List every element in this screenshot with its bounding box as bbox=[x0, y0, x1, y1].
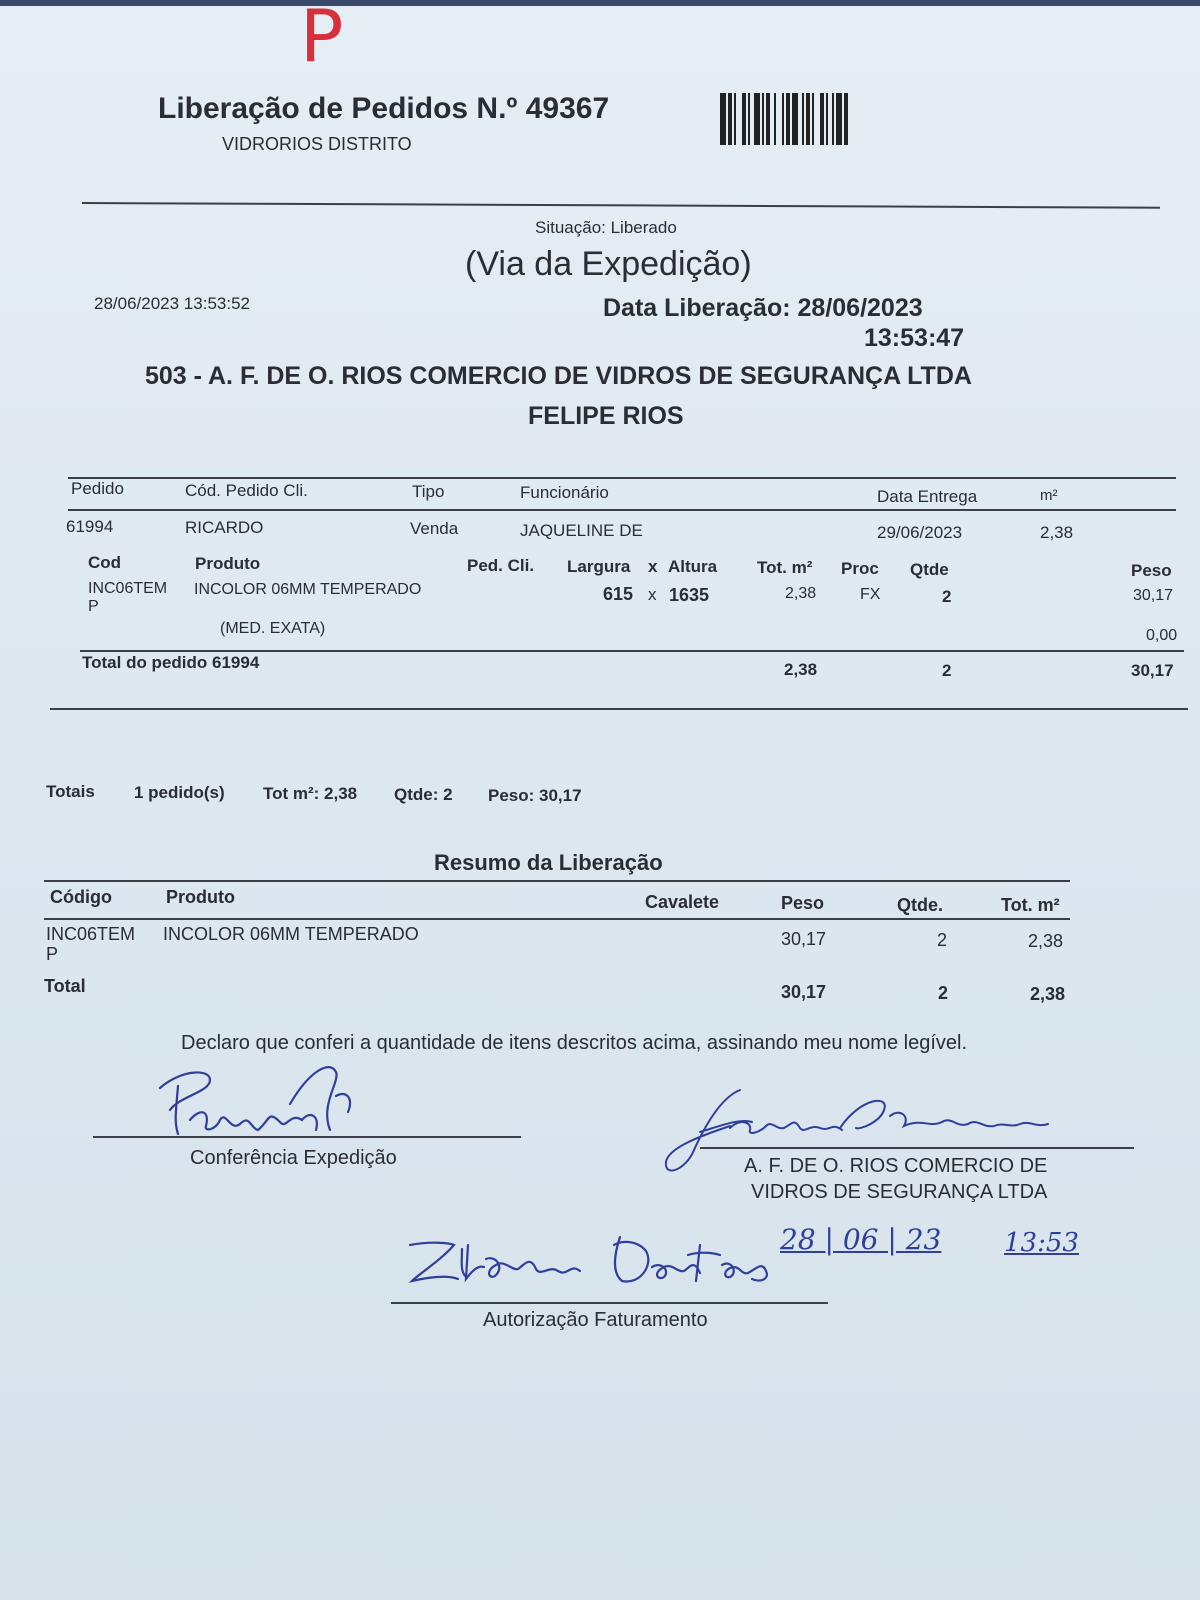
signature-conferencia bbox=[140, 1050, 380, 1140]
order-total-qtde: 2 bbox=[942, 661, 952, 680]
order-funcionario: JAQUELINE DE bbox=[520, 521, 643, 540]
item-col-cod: Cod bbox=[88, 553, 122, 572]
item-col-x: x bbox=[648, 557, 658, 576]
summary-tot-m2: 2,38 bbox=[1028, 931, 1064, 951]
item-col-produto: Produto bbox=[195, 554, 261, 573]
handwritten-date: 28 | 06 | 23 bbox=[780, 1223, 942, 1256]
summary-col-tot-m2: Tot. m² bbox=[1001, 895, 1060, 915]
order-header-rule bbox=[68, 509, 1176, 511]
totals-m2: Tot m²: 2,38 bbox=[263, 784, 358, 803]
item-col-qtde: Qtde bbox=[910, 560, 949, 579]
signature-line-left bbox=[93, 1136, 521, 1138]
item-qtde: 2 bbox=[942, 587, 952, 606]
release-time: 13:53:47 bbox=[864, 324, 965, 352]
summary-total-peso: 30,17 bbox=[781, 982, 827, 1002]
summary-total-qtde: 2 bbox=[938, 983, 949, 1003]
customer-name: 503 - A. F. DE O. RIOS COMERCIO DE VIDROS DE SEGURANÇA LTDA bbox=[145, 362, 972, 390]
item-largura: 615 bbox=[603, 584, 634, 604]
company-name: VIDRORIOS DISTRITO bbox=[222, 134, 412, 154]
summary-header-rule bbox=[44, 918, 1070, 920]
summary-col-cavalete: Cavalete bbox=[645, 892, 720, 912]
item-note-peso: 0,00 bbox=[1146, 627, 1178, 644]
col-cod-pedido-cli: Cód. Pedido Cli. bbox=[185, 481, 308, 500]
item-peso: 30,17 bbox=[1133, 587, 1174, 604]
release-date: Data Liberação: 28/06/2023 bbox=[603, 294, 923, 322]
order-data-entrega: 29/06/2023 bbox=[877, 523, 963, 542]
summary-codigo-line1: INC06TEM bbox=[46, 924, 136, 944]
signature-label-bottom: Autorização Faturamento bbox=[483, 1309, 708, 1331]
handwritten-time: 13:53 bbox=[1004, 1228, 1079, 1258]
item-x: x bbox=[648, 585, 657, 604]
contact-name: FELIPE RIOS bbox=[528, 402, 684, 430]
order-pedido: 61994 bbox=[66, 517, 114, 536]
summary-codigo-line2: P bbox=[46, 944, 59, 964]
signature-label-right-1: A. F. DE O. RIOS COMERCIO DE bbox=[744, 1155, 1048, 1177]
col-data-entrega: Data Entrega bbox=[877, 487, 978, 506]
header-divider bbox=[82, 202, 1160, 209]
item-produto: INCOLOR 06MM TEMPERADO bbox=[194, 581, 422, 598]
order-total-rule bbox=[80, 650, 1184, 652]
situation: Situação: Liberado bbox=[535, 218, 677, 237]
order-total-m2: 2,38 bbox=[784, 660, 818, 679]
via-label: (Via da Expedição) bbox=[465, 245, 752, 283]
signature-line-right bbox=[700, 1147, 1134, 1149]
totals-peso: Peso: 30,17 bbox=[488, 786, 582, 805]
declaration-text: Declaro que conferi a quantidade de itens descritos acima, assinando meu nome legível. bbox=[181, 1032, 968, 1054]
summary-col-produto: Produto bbox=[166, 887, 235, 907]
totals-qtde: Qtde: 2 bbox=[394, 785, 453, 804]
item-col-tot-m2: Tot. m² bbox=[757, 558, 813, 577]
document-title: Liberação de Pedidos N.º 49367 bbox=[158, 92, 610, 125]
red-mark: P bbox=[300, 0, 344, 78]
totals-label: Totais bbox=[46, 782, 95, 801]
item-col-proc: Proc bbox=[841, 559, 879, 578]
page-top-edge bbox=[0, 0, 1200, 6]
printed-at: 28/06/2023 13:53:52 bbox=[94, 294, 250, 313]
item-cod-line2: P bbox=[88, 598, 99, 615]
summary-title: Resumo da Liberação bbox=[434, 850, 663, 875]
order-bottom-rule bbox=[50, 708, 1188, 710]
order-cod-cli: RICARDO bbox=[185, 518, 264, 537]
col-tipo: Tipo bbox=[412, 482, 445, 501]
col-funcionario: Funcionário bbox=[520, 483, 609, 502]
totals-pedidos: 1 pedido(s) bbox=[134, 783, 225, 802]
order-m2: 2,38 bbox=[1040, 523, 1074, 542]
summary-total-label: Total bbox=[44, 976, 86, 996]
signature-label-right-2: VIDROS DE SEGURANÇA LTDA bbox=[751, 1181, 1048, 1203]
signature-line-bottom bbox=[391, 1302, 828, 1304]
summary-produto: INCOLOR 06MM TEMPERADO bbox=[163, 924, 419, 944]
item-tot-m2: 2,38 bbox=[785, 585, 817, 602]
item-proc: FX bbox=[860, 586, 881, 603]
summary-peso: 30,17 bbox=[781, 929, 827, 949]
order-total-peso: 30,17 bbox=[1131, 661, 1174, 680]
order-tipo: Venda bbox=[410, 519, 459, 538]
summary-total-m2: 2,38 bbox=[1030, 984, 1066, 1004]
order-total-label: Total do pedido 61994 bbox=[82, 653, 260, 672]
order-table-top-rule bbox=[68, 477, 1176, 479]
item-col-altura: Altura bbox=[668, 557, 718, 576]
barcode bbox=[720, 93, 910, 145]
col-m2: m² bbox=[1040, 487, 1058, 504]
summary-col-qtde: Qtde. bbox=[897, 895, 944, 915]
summary-top-rule bbox=[44, 880, 1070, 882]
item-altura: 1635 bbox=[669, 585, 710, 605]
item-col-ped-cli: Ped. Cli. bbox=[467, 556, 535, 575]
signature-autorizacao bbox=[400, 1215, 800, 1305]
summary-qtde: 2 bbox=[937, 930, 948, 950]
col-pedido: Pedido bbox=[71, 479, 124, 498]
item-note: (MED. EXATA) bbox=[220, 620, 326, 637]
item-cod-line1: INC06TEM bbox=[88, 580, 168, 597]
summary-col-codigo: Código bbox=[50, 887, 112, 907]
summary-col-peso: Peso bbox=[781, 893, 825, 913]
signature-label-left: Conferência Expedição bbox=[190, 1147, 397, 1169]
item-col-peso: Peso bbox=[1131, 561, 1172, 580]
item-col-largura: Largura bbox=[567, 557, 631, 576]
